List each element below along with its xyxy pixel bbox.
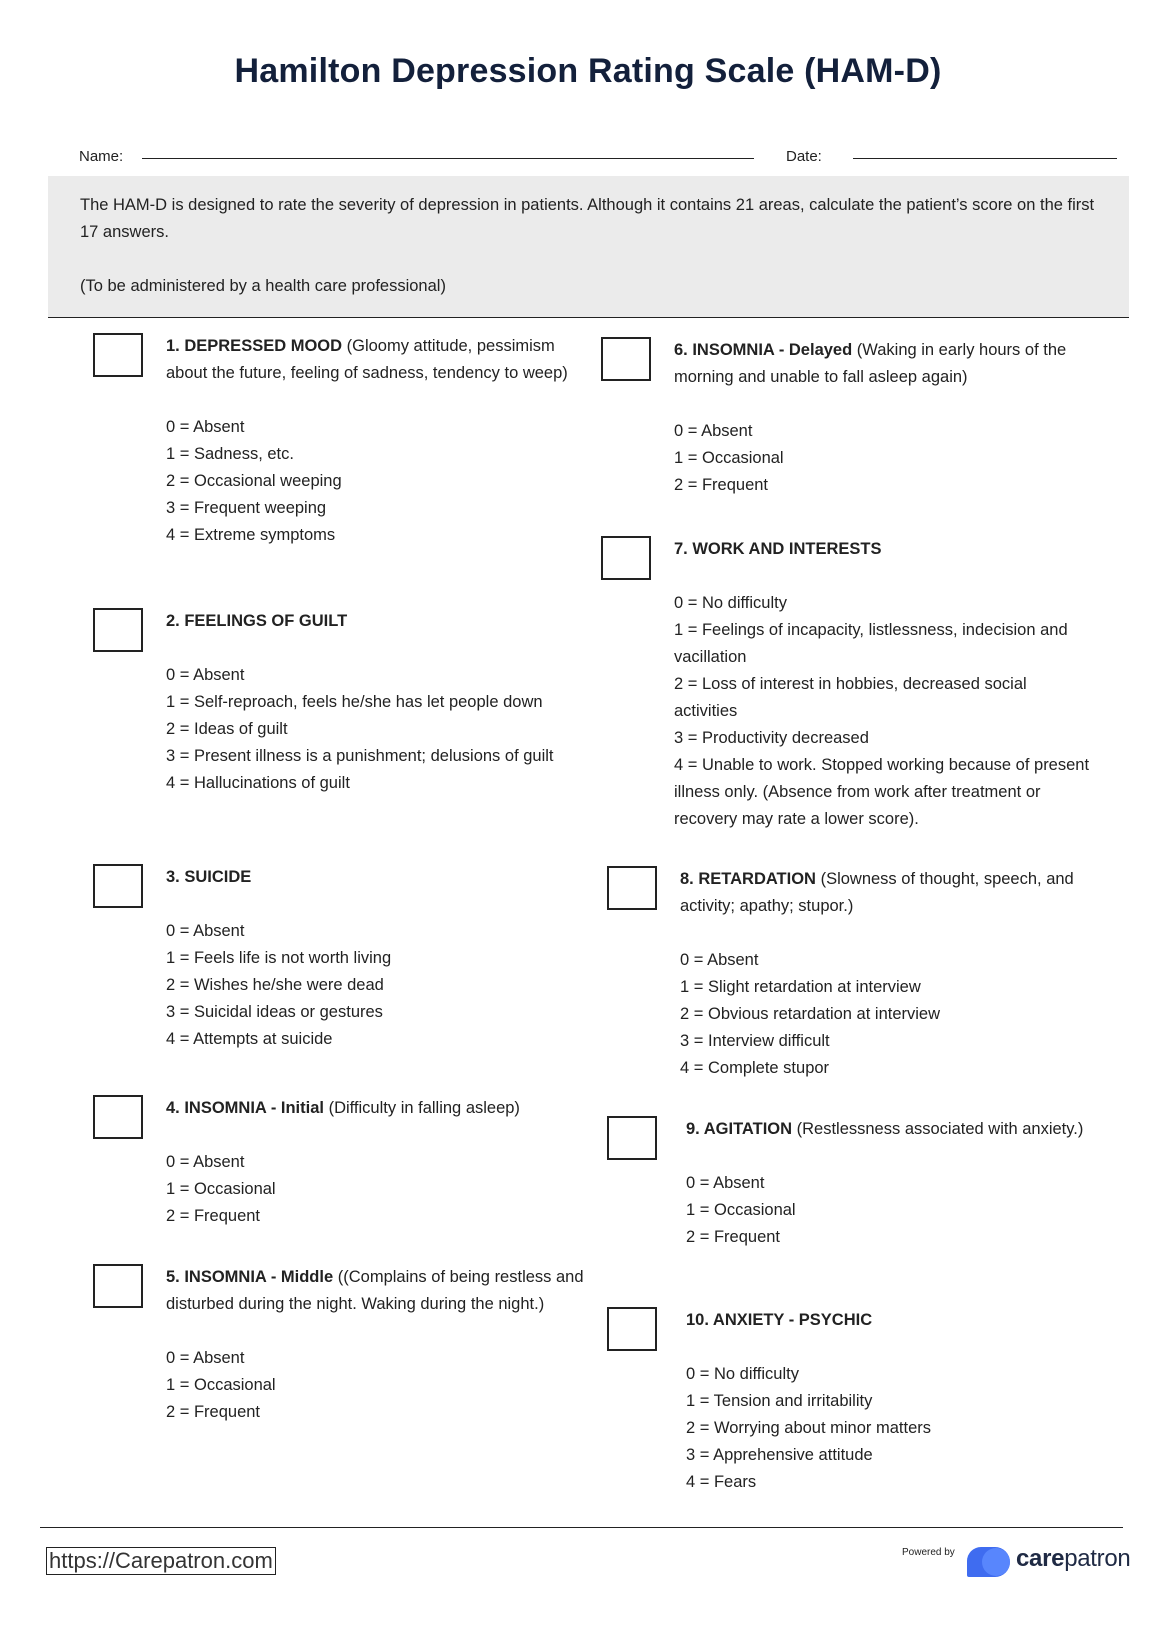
intro-note: (To be administered by a health care professional) [80, 277, 446, 295]
item-8-heading: 8. RETARDATION [680, 870, 816, 888]
item-7-heading: 7. WORK AND INTERESTS [674, 540, 882, 558]
item-7 [674, 536, 1094, 833]
item-4-heading: 4. INSOMNIA - Initial [166, 1099, 324, 1117]
item-3-option: 1 = Feels life is not worth living [166, 949, 392, 967]
item-2-option: 2 = Ideas of guilt [166, 720, 288, 738]
item-10-option: 3 = Apprehensive attitude [686, 1446, 873, 1464]
item-3-option: 0 = Absent [166, 922, 245, 940]
item-8-option: 4 = Complete stupor [680, 1059, 830, 1077]
item-6-desc: (Waking in early hours of the morning and unable to fall asleep again) [674, 341, 1067, 386]
item-8-option: 2 = Obvious retardation at interview [680, 1005, 941, 1023]
item-7-option: 3 = Productivity decreased [674, 729, 869, 747]
item-2-option: 0 = Absent [166, 666, 245, 684]
item-3 [166, 864, 586, 1053]
name-field[interactable] [142, 158, 754, 159]
brand-rest: patron [1064, 1545, 1131, 1572]
date-label: Date: [786, 148, 822, 165]
item-1 [166, 333, 586, 549]
item-8-option: 3 = Interview difficult [680, 1032, 830, 1050]
item-8-checkbox[interactable] [607, 866, 657, 910]
page-title: Hamilton Depression Rating Scale (HAM-D) [234, 52, 942, 90]
item-3-option: 4 = Attempts at suicide [166, 1030, 333, 1048]
item-4-checkbox[interactable] [93, 1095, 143, 1139]
item-9-checkbox[interactable] [607, 1116, 657, 1160]
item-10-option: 0 = No difficulty [686, 1365, 799, 1383]
intro-box [48, 176, 1129, 318]
brand-bold: care [1016, 1545, 1065, 1572]
item-7-option: 4 = Unable to work. Stopped working because of present illness only. (Absence from work after treatment or recovery may rate a lower score). [674, 756, 1090, 828]
item-2-heading: 2. FEELINGS OF GUILT [166, 612, 348, 630]
item-8-desc: (Slowness of thought, speech, and activity; apathy; stupor.) [680, 870, 1074, 915]
item-1-option: 1 = Sadness, etc. [166, 445, 294, 463]
name-label: Name: [79, 148, 124, 165]
item-3-heading: 3. SUICIDE [166, 868, 252, 886]
item-7-checkbox[interactable] [601, 536, 651, 580]
item-5-desc: ((Complains of being restless and disturbed during the night. Waking during the night.) [166, 1268, 584, 1313]
item-10 [686, 1307, 1096, 1496]
item-2-option: 4 = Hallucinations of guilt [166, 774, 350, 792]
item-7-option: 0 = No difficulty [674, 594, 787, 612]
item-4 [166, 1095, 596, 1230]
item-9-heading: 9. AGITATION [686, 1120, 793, 1138]
item-5-heading: 5. INSOMNIA - Middle [166, 1268, 334, 1286]
item-1-heading: 1. DEPRESSED MOOD [166, 337, 343, 355]
item-10-option: 4 = Fears [686, 1473, 757, 1491]
item-1-checkbox[interactable] [93, 333, 143, 377]
item-6 [674, 337, 1094, 499]
item-10-option: 2 = Worrying about minor matters [686, 1419, 932, 1437]
item-8 [680, 866, 1100, 1082]
item-6-option: 1 = Occasional [674, 449, 784, 467]
item-4-desc: (Difficulty in falling asleep) [323, 1099, 520, 1117]
item-9 [686, 1116, 1096, 1251]
item-3-option: 3 = Suicidal ideas or gestures [166, 1003, 383, 1021]
item-7-option: 1 = Feelings of incapacity, listlessness, indecision and vacillation [674, 621, 1068, 666]
item-7-option: 2 = Loss of interest in hobbies, decreased social activities [674, 675, 1027, 720]
item-6-heading: 6. INSOMNIA - Delayed [674, 341, 853, 359]
item-3-option: 2 = Wishes he/she were dead [166, 976, 384, 994]
carepatron-wordmark [1016, 1545, 1130, 1573]
item-2-checkbox[interactable] [93, 608, 143, 652]
item-1-option: 4 = Extreme symptoms [166, 526, 336, 544]
item-5-option: 2 = Frequent [166, 1403, 261, 1421]
item-3-checkbox[interactable] [93, 864, 143, 908]
item-2-option: 3 = Present illness is a punishment; delusions of guilt [166, 747, 554, 765]
item-4-option: 1 = Occasional [166, 1180, 276, 1198]
item-9-option: 0 = Absent [686, 1174, 765, 1192]
footer-divider [40, 1527, 1123, 1528]
item-1-option: 3 = Frequent weeping [166, 499, 327, 517]
item-6-checkbox[interactable] [601, 337, 651, 381]
item-8-option: 0 = Absent [680, 951, 759, 969]
item-1-option: 0 = Absent [166, 418, 245, 436]
item-5-checkbox[interactable] [93, 1264, 143, 1308]
item-1-option: 2 = Occasional weeping [166, 472, 342, 490]
item-8-option: 1 = Slight retardation at interview [680, 978, 921, 996]
carepatron-logo-icon [965, 1545, 1013, 1579]
item-10-checkbox[interactable] [607, 1307, 657, 1351]
item-6-option: 0 = Absent [674, 422, 753, 440]
item-2-option: 1 = Self-reproach, feels he/she has let people down [166, 693, 543, 711]
item-10-heading: 10. ANXIETY - PSYCHIC [686, 1311, 873, 1329]
item-9-desc: (Restlessness associated with anxiety.) [792, 1120, 1084, 1138]
item-10-option: 1 = Tension and irritability [686, 1392, 873, 1410]
date-field[interactable] [853, 158, 1117, 159]
item-5-option: 1 = Occasional [166, 1376, 276, 1394]
item-4-option: 2 = Frequent [166, 1207, 261, 1225]
item-5-option: 0 = Absent [166, 1349, 245, 1367]
item-2 [166, 608, 596, 797]
item-9-option: 1 = Occasional [686, 1201, 796, 1219]
intro-text: The HAM-D is designed to rate the severity of depression in patients. Although it contains 21 areas, calculate the patient’s score on the first 17 answers. [80, 196, 1095, 241]
item-4-option: 0 = Absent [166, 1153, 245, 1171]
item-6-option: 2 = Frequent [674, 476, 769, 494]
powered-by-label: Powered by [902, 1547, 955, 1558]
item-1-desc: (Gloomy attitude, pessimism about the future, feeling of sadness, tendency to weep) [166, 337, 568, 382]
item-5 [166, 1264, 586, 1426]
item-9-option: 2 = Frequent [686, 1228, 781, 1246]
carepatron-link[interactable]: https://Carepatron.com [46, 1547, 276, 1575]
